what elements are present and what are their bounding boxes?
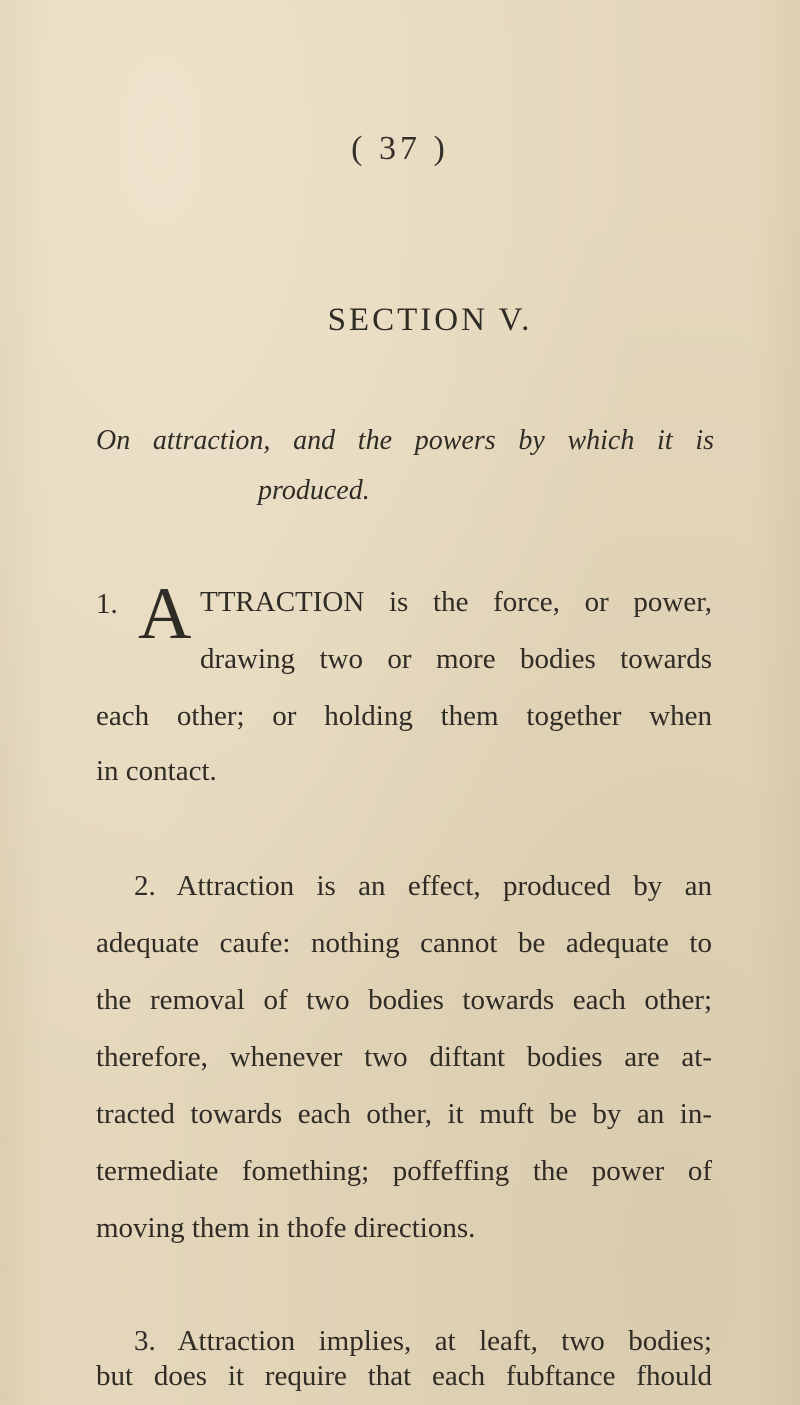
section-subtitle-line-2: produced. [258, 475, 370, 506]
paragraph-1-line-4: in contact. [96, 755, 217, 787]
paragraph-1-line-1: TTRACTION is the force, or power, [200, 586, 712, 618]
paragraph-2-line-7: moving them in thofe directions. [96, 1212, 476, 1244]
paragraph-2-line-3: the removal of two bodies towards each other; [96, 984, 712, 1016]
page-number: ( 37 ) [351, 130, 449, 167]
paragraph-2-line-4: therefore, whenever two diftant bodies are at- [96, 1041, 712, 1073]
paragraph-3-line-1: 3. Attraction implies, at leaft, two bodies; [134, 1325, 712, 1357]
paragraph-2-line-1: 2. Attraction is an effect, produced by an [134, 870, 712, 902]
section-subtitle-line-1: On attraction, and the powers by which it is [96, 425, 714, 456]
paragraph-2-line-6: termediate fomething; poffeffing the power of [96, 1155, 712, 1187]
paragraph-3-line-2: but does it require that each fubftance fhould [96, 1360, 712, 1392]
paragraph-1-number: 1. [96, 588, 118, 620]
paragraph-1-line-2: drawing two or more bodies towards [200, 643, 712, 675]
drop-cap-letter: A [138, 573, 192, 655]
paragraph-1-line-3: each other; or holding them together when [96, 700, 712, 732]
paragraph-2-line-5: tracted towards each other, it muft be by an in- [96, 1098, 712, 1130]
section-title: SECTION V. [327, 302, 533, 338]
paragraph-2-line-2: adequate caufe: nothing cannot be adequate to [96, 927, 712, 959]
